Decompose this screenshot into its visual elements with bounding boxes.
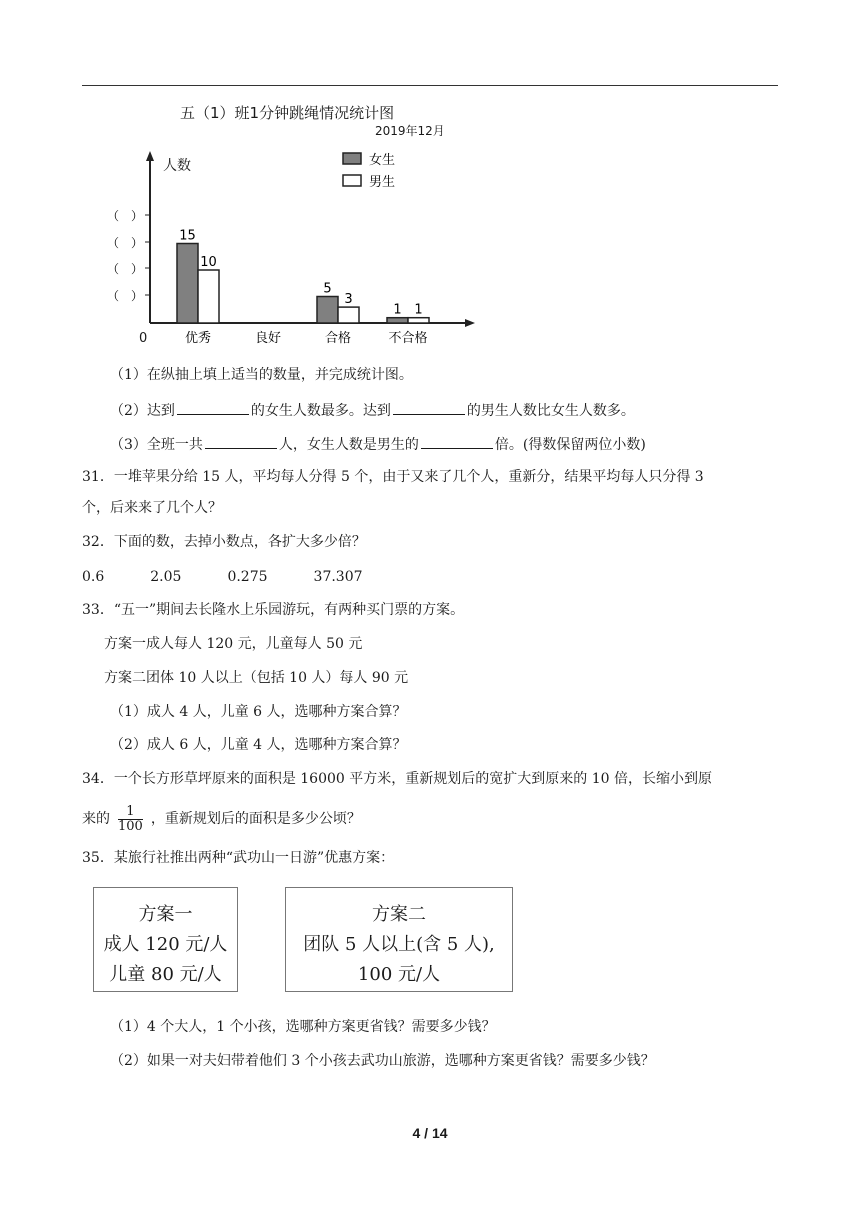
page-number: 4 / 14 [412, 1125, 448, 1141]
data-label: 5 [323, 281, 332, 297]
chart-subtitle: 2019年12月 [375, 124, 445, 138]
q30-part1: （1）在纵抽上填上适当的数量，并完成统计图。 [110, 367, 413, 383]
q32-numbers [82, 567, 409, 587]
data-label: 1 [414, 302, 423, 318]
y-axis-arrow [146, 151, 154, 161]
q33-plan2: 方案二团体 10 人以上（包括 10 人）每人 90 元 [104, 670, 409, 686]
q30-part3-c: 倍。(得数保留两位小数) [494, 437, 646, 453]
x-tick-label: 不合格 [388, 331, 428, 346]
q34-line2-a: 来的 [82, 811, 110, 827]
q33-title: 33．“五一”期间去长隆水上乐园游玩，有两种买门票的方案。 [82, 602, 465, 618]
q33-part2: （2）成人 6 人，儿童 4 人，选哪种方案合算？ [110, 737, 407, 753]
q32-number: 37.307 [313, 569, 363, 585]
y-tick-placeholder[interactable]: （ ） [107, 289, 144, 303]
bar-male [408, 318, 429, 323]
q34-line2 [82, 804, 361, 834]
bar-female [387, 318, 408, 323]
q35-title: 35．某旅行社推出两种“武功山一日游”优惠方案： [82, 850, 395, 866]
answer-blank[interactable] [393, 399, 465, 415]
y-tick-placeholder[interactable]: （ ） [107, 236, 144, 250]
q35-part1: （1）4 个大人，1 个小孩，选哪种方案更省钱？需要多少钱？ [110, 1019, 496, 1035]
q30-part3-b: 人，女生人数是男生的 [278, 437, 419, 453]
x-tick-label: 良好 [254, 331, 282, 346]
q34-line1: 34．一个长方形草坪原来的面积是 16000 平方米，重新规划后的宽扩大到原来的 10 倍，长缩小到原 [82, 771, 712, 787]
plan-box-1 [93, 887, 238, 992]
q32-number: 0.6 [82, 569, 105, 585]
q30-part3-a: （3）全班一共 [110, 437, 203, 453]
header-rule [82, 85, 778, 86]
q30-part2-a: （2）达到 [110, 403, 175, 419]
q33-plan1: 方案一成人每人 120 元，儿童每人 50 元 [104, 636, 363, 652]
q30-part2-b: 的女生人数最多。达到 [250, 403, 391, 419]
plan-box-2 [285, 887, 513, 992]
plan-1-title: 方案一 [138, 904, 193, 925]
y-axis-label: 人数 [163, 158, 191, 174]
q30-part2-c: 的男生人数比女生人数多。 [466, 403, 635, 419]
fraction-denominator: 100 [118, 818, 143, 834]
bar-male [338, 307, 359, 323]
legend-swatch [343, 175, 361, 186]
x-tick-label: 优秀 [184, 331, 212, 346]
fraction [118, 805, 143, 834]
legend-label: 男生 [369, 175, 396, 190]
fraction-numerator: 1 [126, 803, 135, 819]
q34-line2-b: ，重新规划后的面积是多少公顷？ [150, 811, 361, 827]
legend-swatch [343, 153, 361, 164]
q30-part3 [110, 433, 646, 455]
answer-blank[interactable] [177, 399, 249, 415]
x-tick-label: 合格 [324, 331, 352, 346]
data-label: 10 [200, 255, 217, 270]
plan-1-line: 儿童 80 元/人 [109, 964, 222, 985]
q31-line2: 个，后来来了几个人？ [82, 500, 222, 516]
bar-female [177, 244, 198, 324]
answer-blank[interactable] [421, 433, 493, 449]
data-label: 3 [344, 292, 353, 308]
bar-male [198, 270, 219, 323]
bar-chart [105, 95, 485, 353]
y-tick-placeholder[interactable]: （ ） [107, 209, 144, 223]
plan-2-title: 方案二 [372, 904, 426, 925]
q32-number: 0.275 [227, 569, 268, 585]
legend-label: 女生 [369, 153, 396, 168]
q30-part2 [110, 399, 635, 421]
plan-2-line: 100 元/人 [357, 964, 441, 985]
answer-blank[interactable] [205, 433, 277, 449]
bar-female [317, 297, 338, 324]
chart-title: 五（1）班1分钟跳绳情况统计图 [180, 104, 395, 122]
origin-label: 0 [139, 331, 148, 346]
data-label: 15 [179, 228, 196, 244]
q31-line1: 31．一堆苹果分给 15 人，平均每人分得 5 个，由于又来了几个人，重新分，结果平均每人只分得 3 [82, 469, 704, 485]
y-tick-placeholder[interactable]: （ ） [107, 262, 144, 276]
x-axis-arrow [465, 319, 475, 327]
q33-part1: （1）成人 4 人，儿童 6 人，选哪种方案合算？ [110, 704, 407, 720]
q32-title: 32．下面的数，去掉小数点，各扩大多少倍？ [82, 534, 366, 550]
data-label: 1 [393, 302, 402, 318]
q35-part2: （2）如果一对夫妇带着他们 3 个小孩去武功山旅游，选哪种方案更省钱？需要多少钱？ [110, 1053, 655, 1069]
q32-number: 2.05 [150, 569, 182, 585]
plan-1-line: 成人 120 元/人 [103, 934, 228, 955]
plan-2-line: 团队 5 人以上(含 5 人), [303, 934, 495, 955]
